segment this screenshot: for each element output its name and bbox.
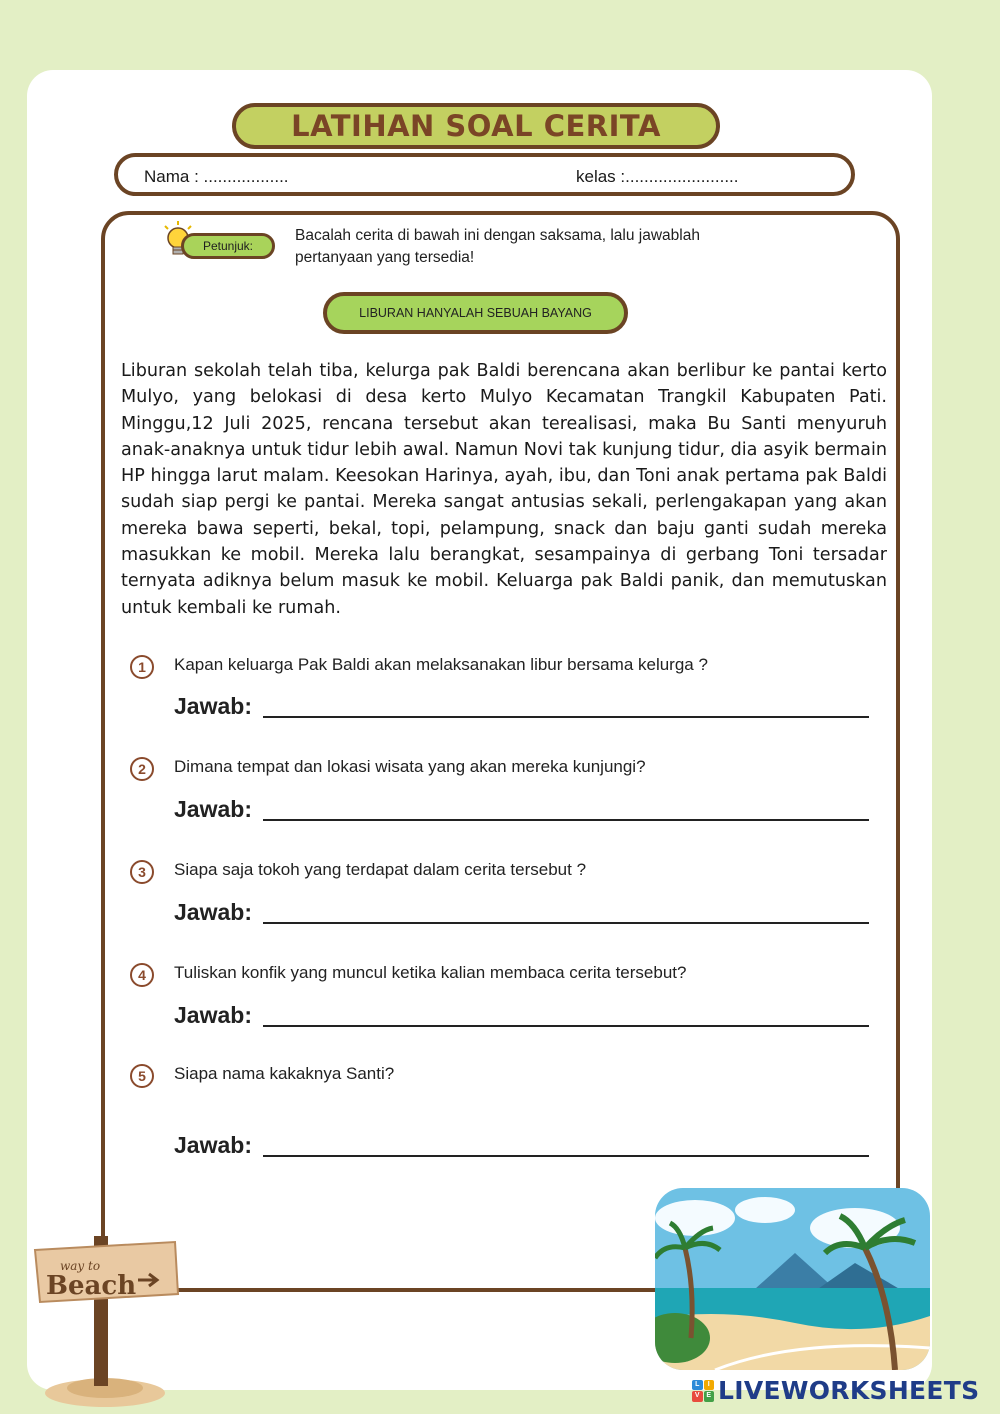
- answer-line[interactable]: [263, 716, 869, 718]
- answer-label: Jawab:: [174, 1002, 252, 1028]
- student-info-box: [114, 153, 855, 196]
- beach-illustration: [655, 1188, 930, 1370]
- question-number-badge: 3: [130, 860, 154, 884]
- answer-line[interactable]: [263, 1025, 869, 1027]
- answer-line[interactable]: [263, 922, 869, 924]
- answer-label: Jawab:: [174, 693, 252, 719]
- question-number-badge: 2: [130, 757, 154, 781]
- liveworksheets-mark-icon: L I V E: [692, 1380, 714, 1402]
- worksheet-title: LATIHAN SOAL CERITA: [291, 109, 661, 143]
- sign-main-text: Beach: [46, 1271, 137, 1301]
- story-body: Liburan sekolah telah tiba, kelurga pak Baldi berencana akan berlibur ke pantai kerto Mulyo, yang belokasi di desa kerto Mulyo Kecamatan Trangkil Kabupaten Pati. Minggu,12 Juli 2025, rencana tersebut akan terealisasi, maka Bu Santi menyuruh anak-anaknya untuk tidur lebih awal. Namun Novi tak kunjung tidur, dia asyik bermain HP hingga larut malam. Keesokan Harinya, ayah, ibu, dan Toni anak pertama pak Baldi sudah siap pergi ke pantai. Mereka sangat antusias sekali, perlengakapan yang akan mereka bawa seperti, bekal, topi, pelampung, snack dan baju ganti sudah mereka masukkan ke mobil. Mereka lalu berangkat, sesampainya di gerbang Toni tersadar ternyata adiknya belum masuk ke mobil. Keluarga pak Baldi panik, dan memutuskan untuk kembali ke rumah.: [121, 361, 887, 618]
- answer-label: Jawab:: [174, 796, 252, 822]
- story-title: LIBURAN HANYALAH SEBUAH BAYANG: [323, 292, 628, 334]
- question-number-badge: 1: [130, 655, 154, 679]
- question-text: Dimana tempat dan lokasi wisata yang akan mereka kunjungi?: [174, 757, 646, 776]
- question-text: Tuliskan konfik yang muncul ketika kalian membaca cerita tersebut?: [174, 963, 687, 982]
- answer-line[interactable]: [263, 819, 869, 821]
- answer-label: Jawab:: [174, 1132, 252, 1158]
- liveworksheets-logo[interactable]: [692, 1376, 979, 1405]
- petunjuk-badge: Petunjuk:: [181, 233, 275, 259]
- question-number-badge: 4: [130, 963, 154, 987]
- question-text: Kapan keluarga Pak Baldi akan melaksanakan libur bersama kelurga ?: [174, 655, 708, 674]
- sign-top-text: way to: [60, 1259, 101, 1273]
- worksheet-title-pill: [232, 103, 720, 149]
- brand-name: LIVEWORKSHEETS: [718, 1376, 980, 1405]
- answer-label: Jawab:: [174, 899, 252, 925]
- question-text: Siapa saja tokoh yang terdapat dalam cerita tersebut ?: [174, 860, 587, 879]
- question-number-badge: 5: [130, 1064, 154, 1088]
- question-text: Siapa nama kakaknya Santi?: [174, 1064, 395, 1083]
- beach-sign-icon: [30, 1228, 190, 1408]
- nama-field[interactable]: Nama : ..................: [144, 167, 289, 186]
- kelas-field[interactable]: kelas :........................: [576, 167, 739, 186]
- instruction-text: Bacalah cerita di bawah ini dengan saksama, lalu jawablah pertanyaan yang tersedia!: [295, 227, 700, 266]
- answer-line[interactable]: [263, 1155, 869, 1157]
